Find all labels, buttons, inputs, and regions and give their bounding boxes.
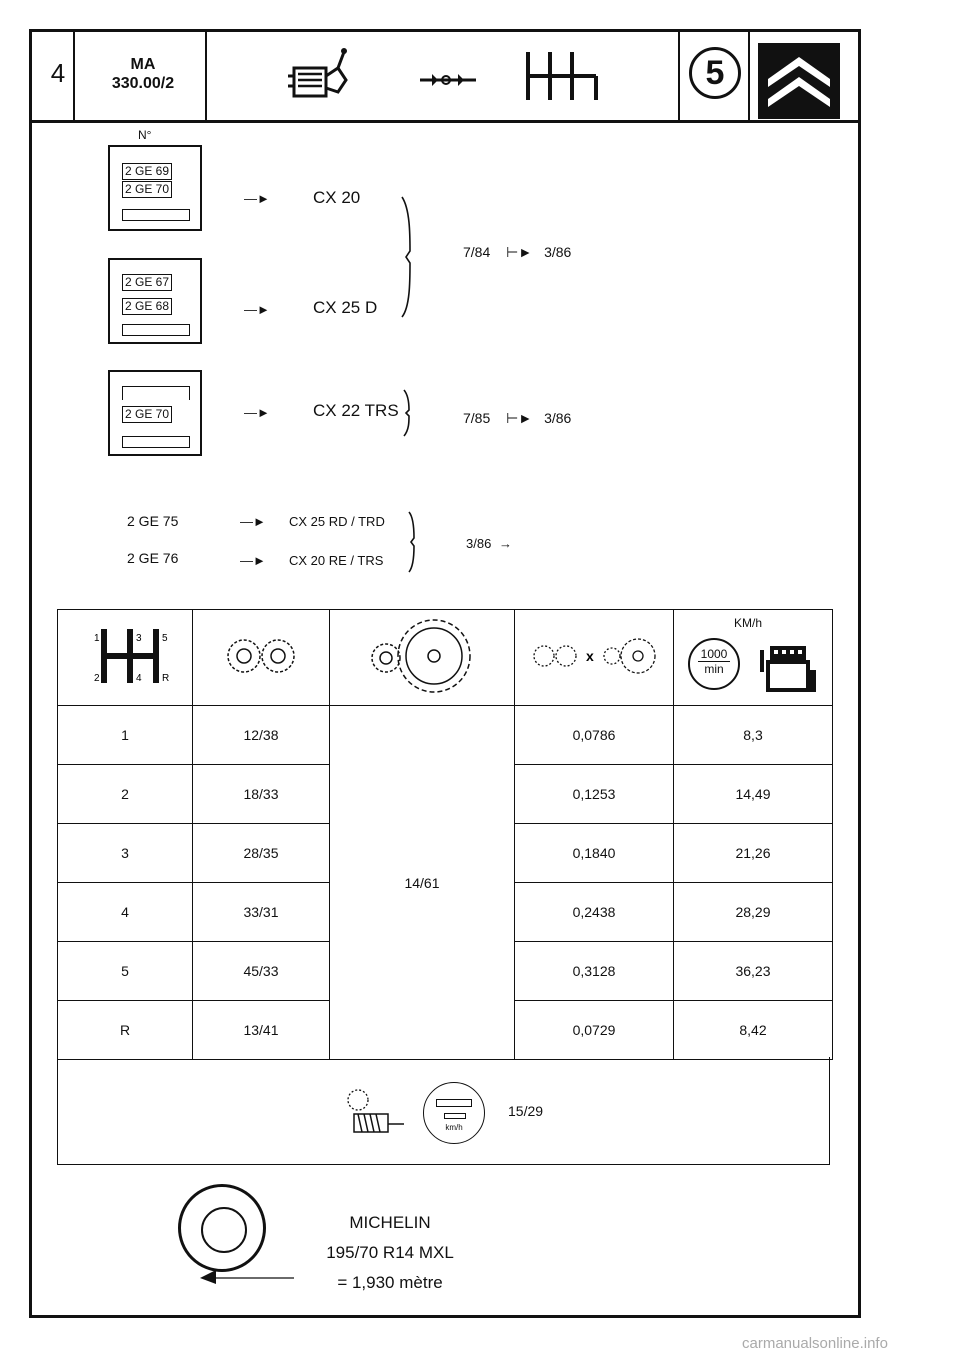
speed-per-1000: 36,23 — [674, 942, 833, 1001]
date-from: 3/86 — [466, 536, 492, 551]
document-code-line2: 330.00/2 — [111, 75, 175, 92]
gear-number: 4 — [58, 883, 193, 942]
tire-circumference: = 1,930 mètre — [337, 1273, 443, 1292]
table-row — [58, 706, 833, 765]
shift-number: 4 — [136, 673, 142, 684]
speedo-drive-gear-icon — [340, 1084, 406, 1142]
shift-pattern-icon — [80, 623, 170, 689]
gear-ratio: 33/31 — [193, 883, 330, 942]
header-divider-3 — [678, 29, 680, 123]
gearbox-icon — [286, 46, 356, 104]
gear-ratio: 18/33 — [193, 765, 330, 824]
vehicle-model: CX 25 D — [313, 298, 378, 317]
tire-size: 195/70 R14 MXL — [326, 1243, 454, 1262]
date-range: 7/84 ⊢► 3/86 — [463, 244, 572, 260]
header-divider-2 — [205, 29, 207, 123]
vehicle-model: CX 20 RE / TRS — [289, 553, 384, 568]
gear-number: 1 — [58, 706, 193, 765]
shift-number: 3 — [136, 633, 142, 644]
shift-number: 2 — [94, 673, 100, 684]
speedo-unit: km/h — [445, 1123, 463, 1132]
gear-pair-header — [193, 610, 330, 706]
wheel-rim-icon — [201, 1207, 247, 1253]
overall-ratio: 0,2438 — [515, 883, 674, 942]
vehicle-model: CX 22 TRS — [313, 401, 399, 420]
date-to: 3/86 — [544, 244, 572, 260]
overall-ratio: 0,1253 — [515, 765, 674, 824]
gear-number: 2 — [58, 765, 193, 824]
speed-unit: KM/h — [734, 616, 763, 630]
overall-ratio-header — [515, 610, 674, 706]
date-range: 3/86 → — [466, 536, 512, 551]
date-range: 7/85 ⊢► 3/86 — [463, 410, 572, 426]
double-chevron-icon — [758, 43, 840, 119]
overall-ratio: 0,3128 — [515, 942, 674, 1001]
document-code — [82, 55, 204, 93]
arrow-icon: —► — [244, 302, 270, 317]
engine-icon — [758, 640, 820, 696]
trip-counter-icon — [444, 1113, 466, 1119]
tire-icon — [178, 1184, 266, 1272]
page-number: 4 — [50, 58, 66, 88]
vehicle-model: CX 25 RD / TRD — [289, 514, 385, 529]
rolling-radius-icon — [198, 1262, 298, 1286]
final-drive-icon — [352, 614, 492, 698]
gear-number: 3 — [58, 824, 193, 883]
header-divider — [29, 120, 861, 123]
overall-ratio: 0,0729 — [515, 1001, 674, 1060]
rpm-bottom: min — [704, 662, 724, 676]
plate-code: 2 GE 67 — [122, 274, 172, 291]
table-header-row — [58, 610, 833, 706]
gear-number: R — [58, 1001, 193, 1060]
vehicle-model: CX 20 — [313, 188, 361, 207]
times-symbol: x — [586, 648, 594, 664]
odometer-icon — [436, 1099, 472, 1107]
plate-code: 2 GE 70 — [122, 406, 172, 423]
gear-pair-icon — [216, 631, 306, 681]
speed-header — [674, 610, 833, 706]
document-code-line1: MA — [130, 56, 156, 73]
speedometer-icon — [423, 1082, 485, 1144]
brace-icon — [405, 510, 421, 574]
plate-code: 2 GE 70 — [122, 181, 172, 198]
speed-per-1000: 21,26 — [674, 824, 833, 883]
shift-number: R — [162, 673, 170, 684]
gear-ratio: 45/33 — [193, 942, 330, 1001]
arrow-icon: —► — [244, 405, 270, 420]
date-from: 7/84 — [463, 244, 491, 260]
plate-slot — [122, 436, 190, 448]
tire-spec — [310, 1208, 470, 1298]
arrow-icon: —► — [244, 191, 270, 206]
header-divider-4 — [748, 29, 750, 123]
plate-code: 2 GE 68 — [122, 298, 172, 315]
citroen-logo — [758, 43, 840, 119]
speed-per-1000: 8,42 — [674, 1001, 833, 1060]
gearbox-plate-3 — [108, 370, 202, 456]
shift-number: 1 — [94, 633, 100, 644]
brace-icon — [400, 388, 416, 438]
gear-ratio-table — [57, 609, 833, 1060]
driveshaft-icon — [418, 70, 478, 90]
date-from: 7/85 — [463, 410, 491, 426]
plate-slot-top — [122, 386, 190, 400]
shift-pattern-icon — [522, 48, 604, 104]
gearbox-plate-2 — [108, 258, 202, 344]
brace-icon — [396, 195, 420, 320]
watermark: carmanualsonline.info — [742, 1335, 888, 1352]
gearbox-plate-1 — [108, 145, 202, 231]
plate-code: 2 GE 69 — [122, 163, 172, 180]
tire-brand: MICHELIN — [349, 1213, 431, 1232]
gear-number: 5 — [58, 942, 193, 1001]
plate-slot — [122, 209, 190, 221]
gear-ratio: 12/38 — [193, 706, 330, 765]
shift-pattern-header — [58, 610, 193, 706]
speed-per-1000: 28,29 — [674, 883, 833, 942]
gear-product-icon — [524, 631, 664, 681]
overall-ratio: 0,1840 — [515, 824, 674, 883]
date-to: 3/86 — [544, 410, 572, 426]
number-label: N° — [138, 128, 152, 142]
arrow-icon: —► — [240, 514, 266, 529]
rpm-dial — [688, 638, 740, 690]
speed-per-1000: 14,49 — [674, 765, 833, 824]
gearbox-code: 2 GE 76 — [127, 550, 179, 566]
overall-ratio: 0,0786 — [515, 706, 674, 765]
rpm-top: 1000 — [698, 647, 730, 662]
final-drive-header — [330, 610, 515, 706]
gear-count-badge: 5 — [689, 47, 741, 99]
shift-number: 5 — [162, 633, 168, 644]
arrow-icon: —► — [240, 553, 266, 568]
speed-per-1000: 8,3 — [674, 706, 833, 765]
plate-slot — [122, 324, 190, 336]
gear-ratio: 28/35 — [193, 824, 330, 883]
final-drive-ratio: 14/61 — [330, 706, 515, 1060]
speedo-ratio: 15/29 — [508, 1103, 544, 1119]
gear-ratio: 13/41 — [193, 1001, 330, 1060]
gearbox-code: 2 GE 75 — [127, 513, 179, 529]
